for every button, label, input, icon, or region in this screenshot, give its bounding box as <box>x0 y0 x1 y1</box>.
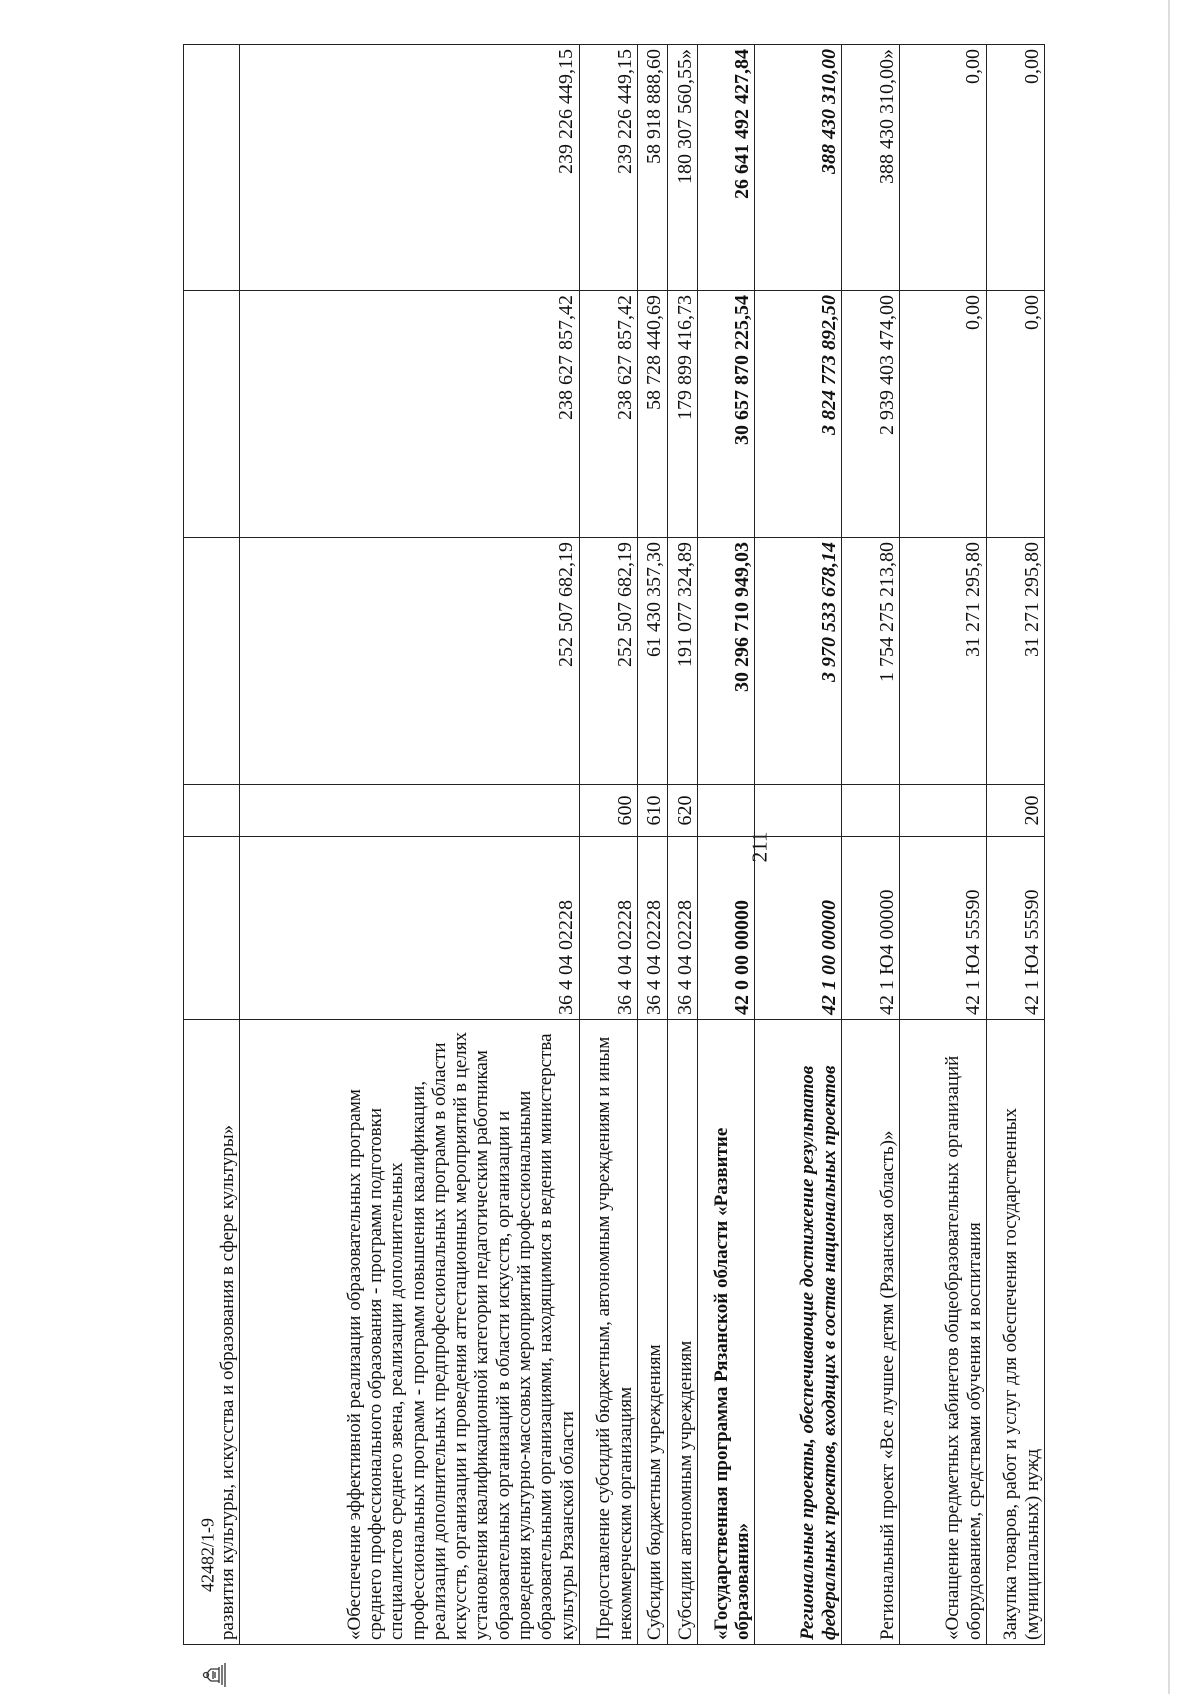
row-value-2: 238 627 857,42 <box>240 291 580 538</box>
page-number: 211 <box>747 831 772 863</box>
row-value-3: 388 430 310,00» <box>841 45 899 291</box>
row-code: 36 4 04 02228 <box>579 837 637 1020</box>
table-row <box>900 45 987 1645</box>
row-value-3: 0,00 <box>900 45 987 291</box>
row-value-3: 26 641 492 427,84 <box>698 45 755 291</box>
table-row <box>755 45 842 1645</box>
row-code: 42 1 Ю4 55590 <box>900 837 987 1020</box>
row-expense-type <box>240 785 580 837</box>
budget-table-body <box>184 45 1045 1645</box>
row-code: 42 1 Ю4 55590 <box>986 837 1044 1020</box>
row-value-3: 388 430 310,00 <box>755 45 842 291</box>
row-value-2: 3 824 773 892,50 <box>755 291 842 538</box>
row-expense-type: 620 <box>667 785 698 837</box>
table-row <box>240 45 580 1645</box>
row-value-1: 31 271 295,80 <box>986 538 1044 785</box>
row-value-1: 1 754 275 213,80 <box>841 538 899 785</box>
row-value-1: 252 507 682,19 <box>240 538 580 785</box>
row-value-2: 2 939 403 474,00 <box>841 291 899 538</box>
row-name: Предоставление субсидий бюджетным, автономным учреждениям и иным некоммерческим организациям <box>579 1020 637 1645</box>
row-value-3: 58 918 888,60 <box>637 45 667 291</box>
row-value-3 <box>184 45 240 291</box>
row-code: 36 4 04 02228 <box>637 837 667 1020</box>
row-value-2 <box>184 291 240 538</box>
row-value-2: 30 657 870 225,54 <box>698 291 755 538</box>
row-value-3: 239 226 449,15 <box>240 45 580 291</box>
row-value-1 <box>184 538 240 785</box>
row-value-3: 180 307 560,55» <box>667 45 698 291</box>
row-value-2: 179 899 416,73 <box>667 291 698 538</box>
row-value-1: 30 296 710 949,03 <box>698 538 755 785</box>
row-code: 42 1 00 00000 <box>755 837 842 1020</box>
table-row <box>667 45 698 1645</box>
row-code: 42 0 00 00000 <box>698 837 755 1020</box>
row-expense-type <box>184 785 240 837</box>
row-value-1: 252 507 682,19 <box>579 538 637 785</box>
row-expense-type <box>698 785 755 837</box>
row-value-3: 239 226 449,15 <box>579 45 637 291</box>
row-name: «Обеспечение эффективной реализации образовательных программ среднего профессионального образования - программ подготовки специалистов среднего звена, реализации дополнительных профессиональных программ - программ повышения квалификации, реализации дополнительных предпрофессиональных программ в области искусств, организации и проведения аттестационных мероприятий в целях установления квалификационной категории педагогическим работникам образовательных организаций в области искусств, организации и проведения культурно-массовых мероприятий профессиональными образовательными организациями, находящимися в ведении министерства культуры Рязанской области <box>240 1020 580 1645</box>
row-expense-type: 600 <box>579 785 637 837</box>
table-row <box>698 45 755 1645</box>
document-code: 42482/1-9 <box>197 1518 218 1592</box>
row-value-2: 238 627 857,42 <box>579 291 637 538</box>
row-name: развития культуры, искусства и образования в сфере культуры» <box>184 1020 240 1645</box>
table-row <box>841 45 899 1645</box>
row-name: Региональные проекты, обеспечивающие достижение результатов федеральных проектов, входящих в состав национальных проектов <box>755 1020 842 1645</box>
row-value-2: 0,00 <box>900 291 987 538</box>
row-expense-type <box>900 785 987 837</box>
table-row <box>637 45 667 1645</box>
row-code: 42 1 Ю4 00000 <box>841 837 899 1020</box>
row-name: Субсидии бюджетным учреждениям <box>637 1020 667 1645</box>
table-row <box>184 45 240 1645</box>
row-value-2: 0,00 <box>986 291 1044 538</box>
row-name: «Государственная программа Рязанской области «Развитие образования» <box>698 1020 755 1645</box>
row-name: Региональный проект «Все лучшее детям (Рязанская область)» <box>841 1020 899 1645</box>
row-expense-type: 610 <box>637 785 667 837</box>
row-value-1: 31 271 295,80 <box>900 538 987 785</box>
rotated-table-frame <box>183 45 1045 1645</box>
row-name: «Оснащение предметных кабинетов общеобразовательных организаций оборудованием, средствами обучения и воспитания <box>900 1020 987 1645</box>
row-expense-type <box>755 785 842 837</box>
budget-table <box>183 44 1045 1645</box>
row-code: 36 4 04 02228 <box>667 837 698 1020</box>
duma-emblem-icon <box>195 1655 235 1695</box>
row-expense-type: 200 <box>986 785 1044 837</box>
row-value-1: 191 077 324,89 <box>667 538 698 785</box>
table-row <box>579 45 637 1645</box>
row-name: Субсидии автономным учреждениям <box>667 1020 698 1645</box>
row-code <box>184 837 240 1020</box>
row-expense-type <box>841 785 899 837</box>
row-value-1: 61 430 357,30 <box>637 538 667 785</box>
scan-edge-artifact <box>1168 0 1170 1694</box>
row-value-3: 0,00 <box>986 45 1044 291</box>
row-value-1: 3 970 533 678,14 <box>755 538 842 785</box>
row-code: 36 4 04 02228 <box>240 837 580 1020</box>
table-row <box>986 45 1044 1645</box>
row-value-2: 58 728 440,69 <box>637 291 667 538</box>
row-name: Закупка товаров, работ и услуг для обеспечения государственных (муниципальных) нужд <box>986 1020 1044 1645</box>
